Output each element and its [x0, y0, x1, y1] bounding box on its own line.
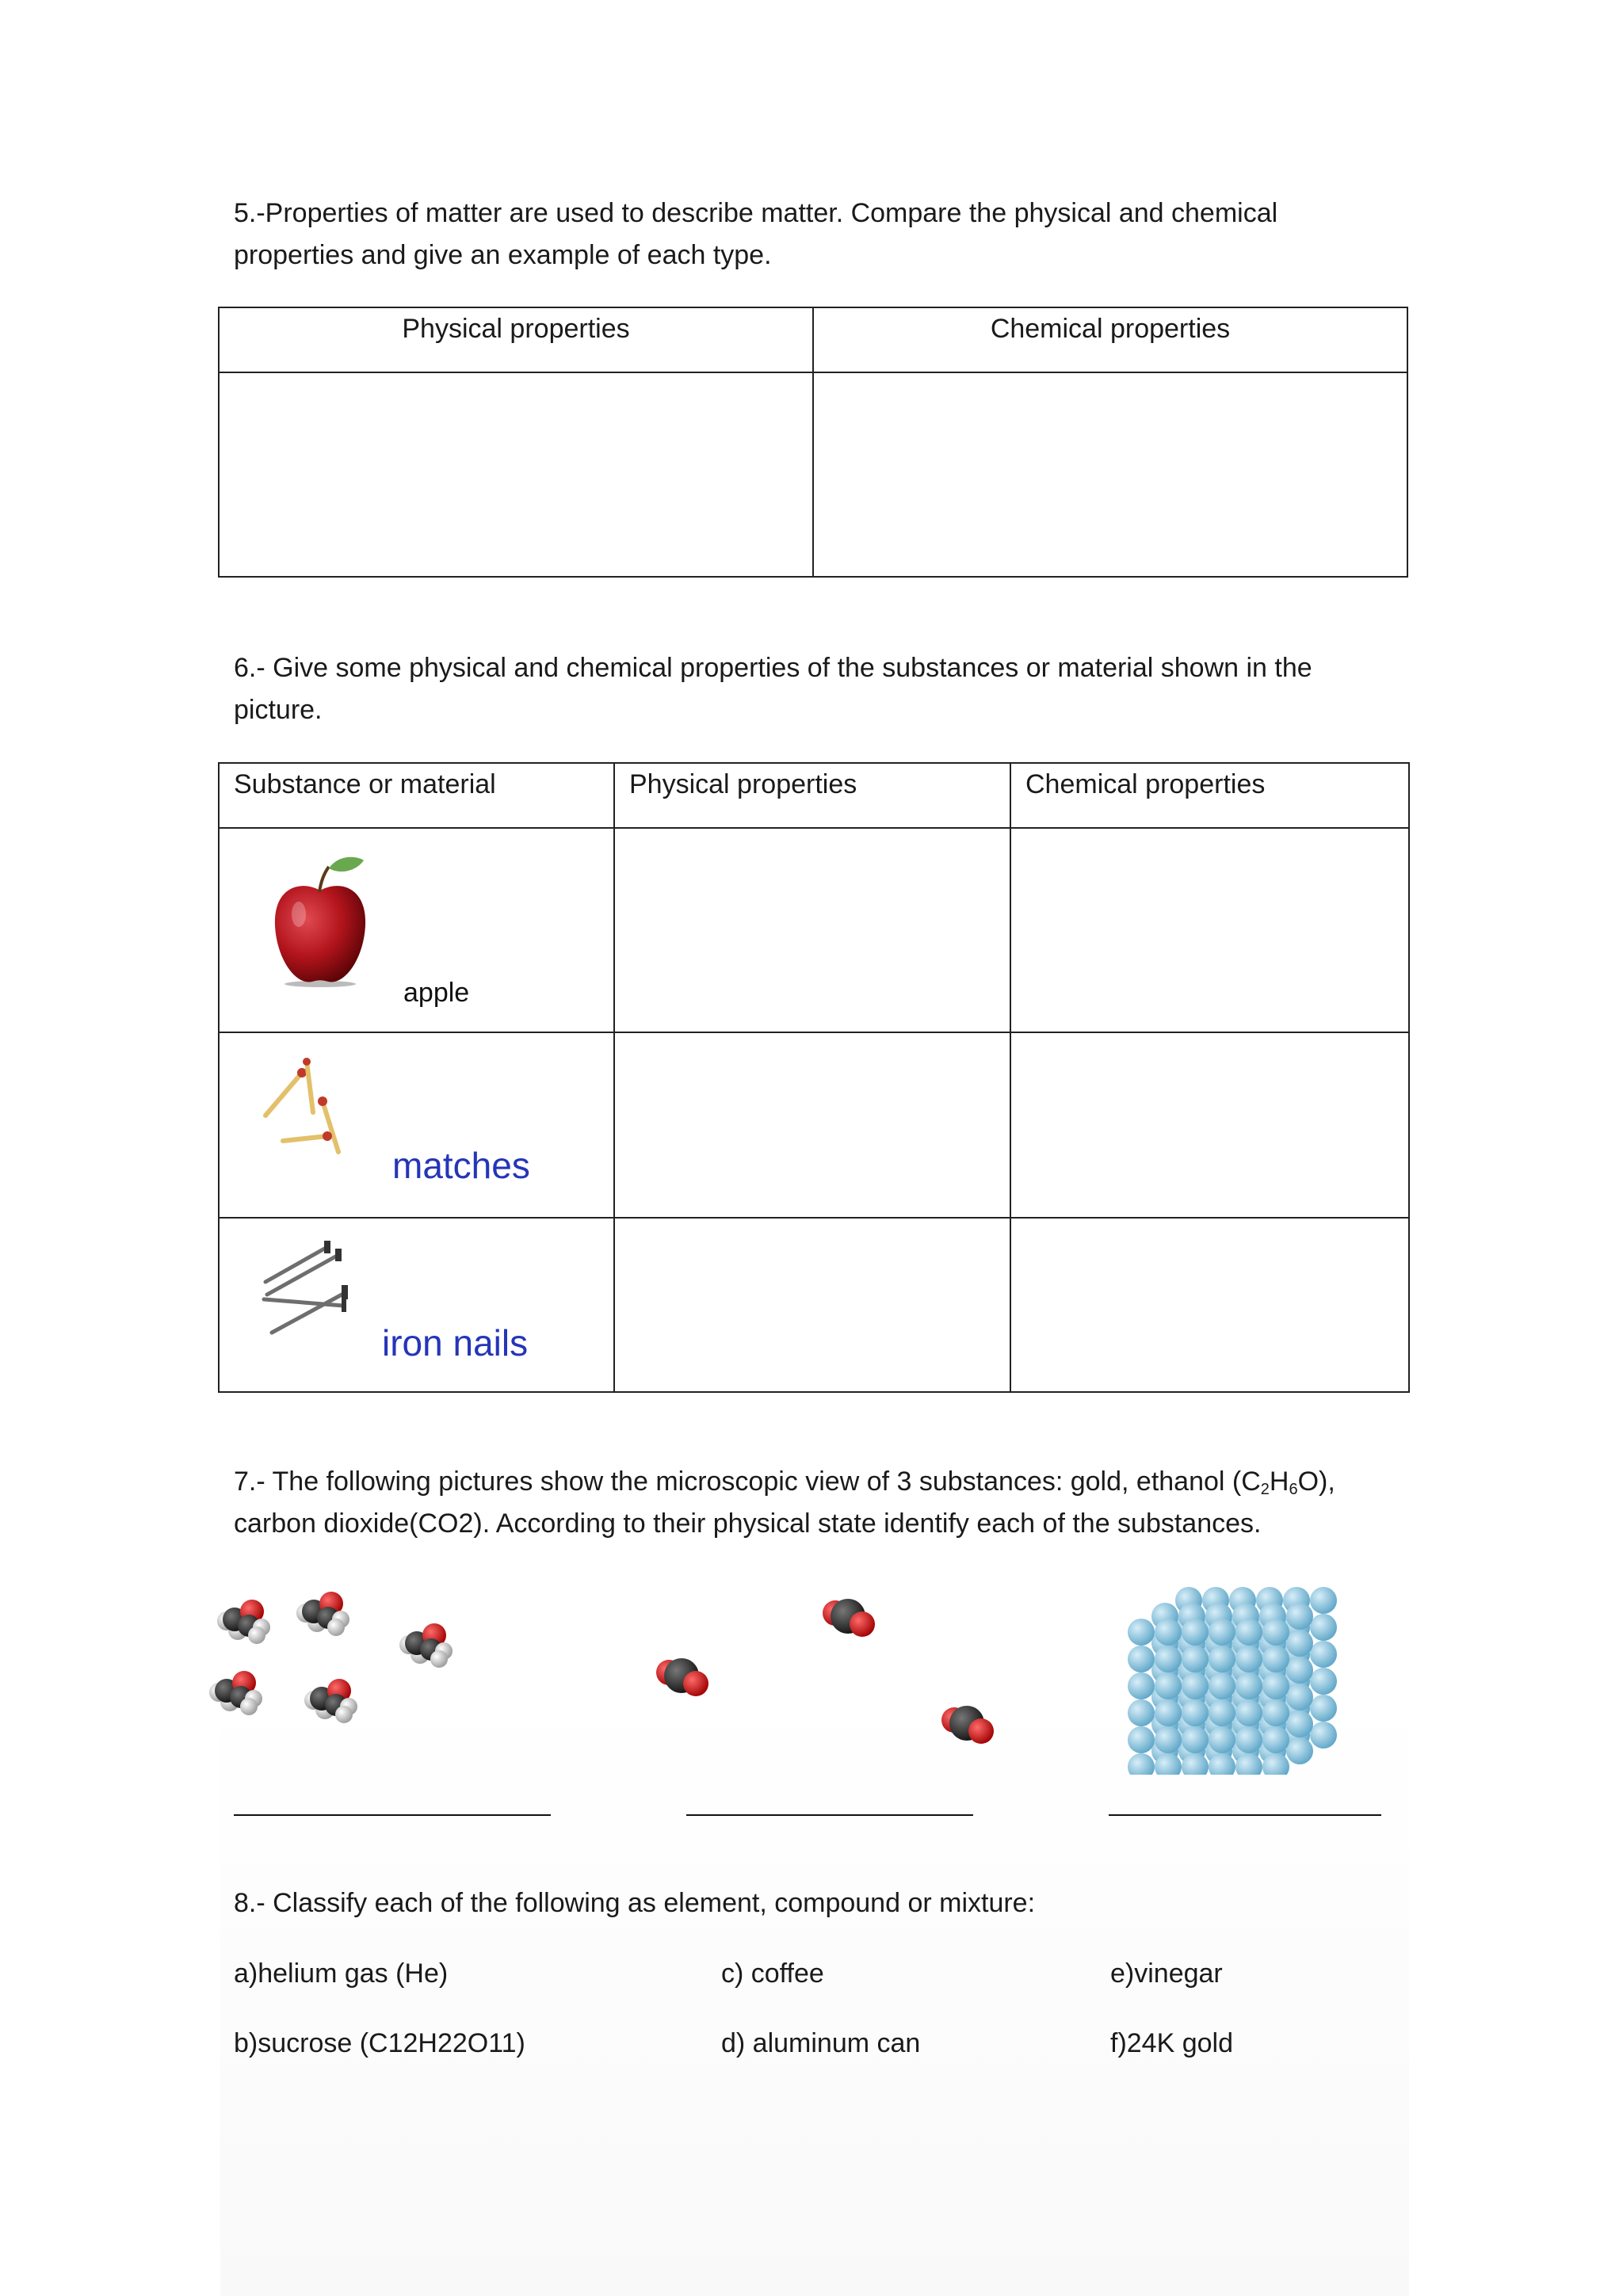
answer-apple-physical[interactable]	[614, 828, 1010, 1032]
answer-nails-chemical[interactable]	[1010, 1218, 1409, 1392]
header-physical: Physical properties	[614, 763, 1010, 828]
ethanol-molecules-image	[198, 1585, 468, 1759]
item-b: b)sucrose (C12H22O11)	[234, 2028, 525, 2058]
answer-matches-physical[interactable]	[614, 1032, 1010, 1218]
answer-blank-2[interactable]	[686, 1814, 973, 1816]
item-c: c) coffee	[721, 1958, 824, 1989]
answer-blank-3[interactable]	[1109, 1814, 1381, 1816]
header-physical-properties: Physical properties	[219, 307, 813, 372]
apple-icon	[269, 852, 372, 987]
answer-cell-physical[interactable]	[219, 372, 813, 577]
answer-nails-physical[interactable]	[614, 1218, 1010, 1392]
item-e: e)vinegar	[1110, 1958, 1223, 1989]
question-7-text: 7.- The following pictures show the microscopic view of 3 substances: gold, ethanol $(C_2H_6O)$, carbon dioxide(CO2). According to their physical state identify each of the substances.	[234, 1466, 1335, 1539]
iron-nails-icon	[256, 1234, 359, 1337]
substance-cell-apple	[219, 828, 614, 1032]
carbon-dioxide-molecules-image	[634, 1577, 1030, 1767]
substance-cell-iron-nails	[219, 1218, 614, 1392]
answer-matches-chemical[interactable]	[1010, 1032, 1409, 1218]
page-shade	[220, 1695, 1409, 2296]
label-apple: apple	[403, 978, 470, 1008]
header-chemical: Chemical properties	[1010, 763, 1409, 828]
question-6-text: 6.- Give some physical and chemical properties of the substances or material shown in the picture.	[234, 653, 1312, 725]
properties-comparison-table	[218, 307, 1408, 578]
gold-lattice-image	[1125, 1585, 1379, 1775]
question-5-text: 5.-Properties of matter are used to describe matter. Compare the physical and chemical properties and give an example of each type.	[234, 198, 1278, 270]
header-substance: Substance or material	[219, 763, 614, 828]
question-8-text: 8.- Classify each of the following as element, compound or mixture:	[234, 1888, 1036, 1918]
item-d: d) aluminum can	[721, 2028, 921, 2058]
label-matches: matches	[392, 1145, 530, 1186]
substance-cell-matches	[219, 1032, 614, 1218]
item-f: f)24K gold	[1110, 2028, 1233, 2058]
item-a: a)helium gas (He)	[234, 1958, 449, 1989]
substance-properties-table	[218, 762, 1410, 1393]
answer-apple-chemical[interactable]	[1010, 828, 1409, 1032]
answer-blank-1[interactable]	[234, 1814, 551, 1816]
label-iron-nails: iron nails	[382, 1322, 529, 1363]
answer-cell-chemical[interactable]	[813, 372, 1407, 577]
matches-icon	[256, 1057, 359, 1168]
header-chemical-properties: Chemical properties	[813, 307, 1407, 372]
